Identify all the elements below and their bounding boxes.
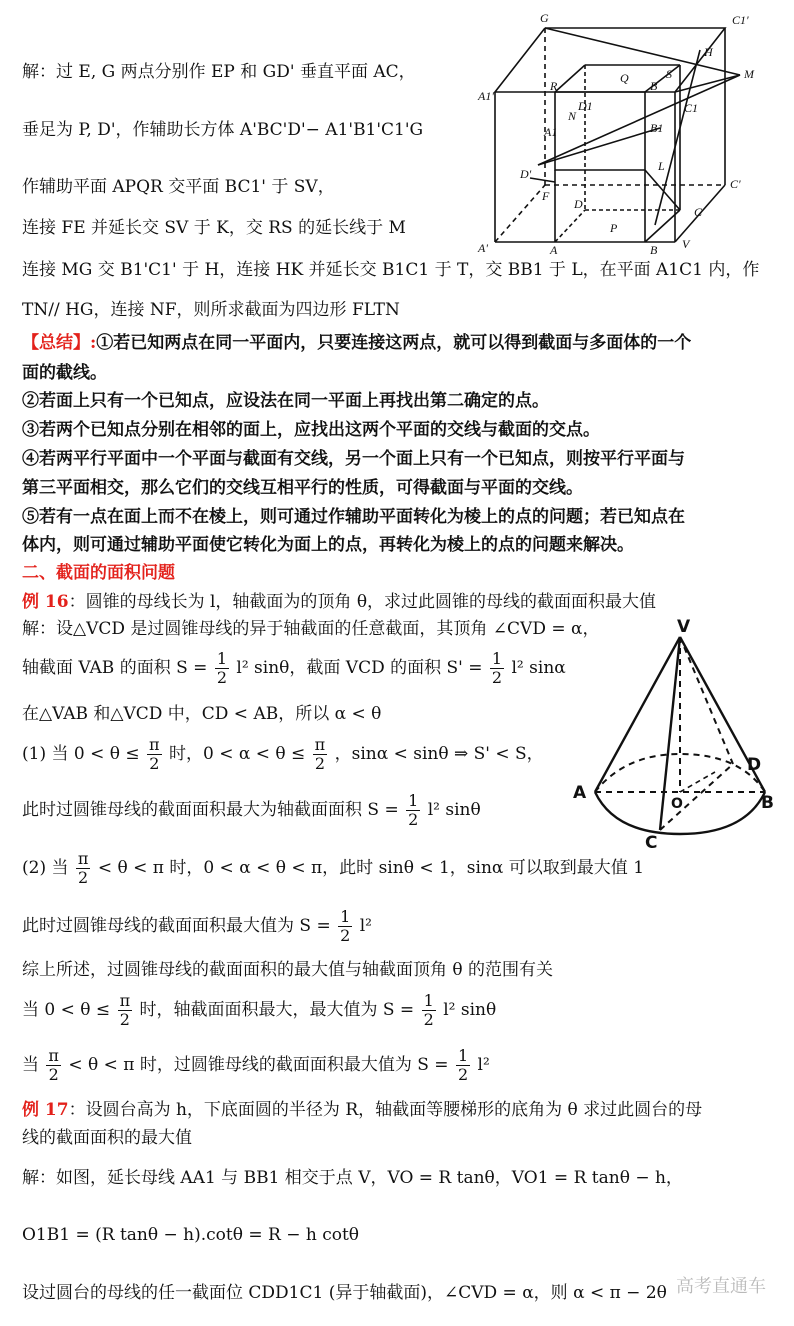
solution-line-6: TN// HG，连接 NF，则所求截面为四边形 FLTN [22,300,400,320]
summary-line-7: ⑤若有一点在面上而不在棱上，则可通过作辅助平面转化为棱上的点的问题；若已知点在 [22,507,685,527]
ex16-line-8: 综上所述，过圆锥母线的截面面积的最大值与轴截面顶角 θ 的范围有关 [22,960,554,980]
label-R: R [550,79,558,93]
solution-line-3: 作辅助平面 APQR 交平面 BC1' 于 SV， [22,177,335,197]
label-N: N [568,109,577,123]
label-cone-O: O [671,796,683,812]
label-A1p: A1' [478,89,494,103]
ex16-tag: 例 16 [22,592,69,612]
label-B1: B1 [650,121,664,135]
cube-figure [470,10,770,255]
label-Q: Q [620,71,629,85]
ex16-line-1: 解：设△VCD 是过圆锥母线的异于轴截面的任意截面，其顶角 ∠CVD = α， [22,619,600,639]
label-H: H [704,45,713,59]
summary-line-6: 第三平面相交，那么它们的交线互相平行的性质，可得截面与平面的交线。 [22,478,583,498]
fraction-pi-half: $\frac{\pi}{2}$ [314,735,326,773]
fraction-half: $\frac{1}{2}$ [340,907,351,945]
cone-figure [565,612,780,852]
summary-tag: 【总结】: [22,333,97,353]
label-P: P [610,221,618,235]
fraction-pi-half: $\frac{\pi}{2}$ [48,1046,59,1084]
label-cone-B: B [761,793,774,813]
fraction-pi-half: $\frac{\pi}{2}$ [149,735,160,773]
fraction-pi-half: $\frac{\pi}{2}$ [77,849,89,887]
label-L: L [658,159,665,173]
label-G: G [540,11,549,25]
solution-line-1: 解：过 E, G 两点分别作 EP 和 GD' 垂直平面 AC， [22,62,416,82]
label-cone-A: A [573,783,587,803]
label-V: V [682,237,690,251]
ex16-line-5: 此时过圆锥母线的截面面积最大为轴截面面积 S = $\frac{1}{2}$ l² sinθ [22,791,481,829]
ex17-question-1: 例 17：设圆台高为 h，下底面圆的半径为 R，轴截面等腰梯形的底角为 θ 求过此圆台的母 [22,1100,703,1120]
summary-line-4: ③若两个已知点分别在相邻的面上，应找出这两个平面的交线与截面的交点。 [22,420,600,440]
label-D: D [574,197,583,211]
ex17-line-2: O1B1 = (R tanθ − h).cotθ = R − h cotθ [22,1225,360,1245]
label-C: C [694,205,703,219]
label-C1p: C1' [732,13,749,27]
label-cone-V: V [677,617,691,637]
fraction-half: $\frac{1}{2}$ [408,791,419,829]
label-D1: D1 [578,99,593,113]
ex16-question: 例 16：圆锥的母线长为 l，轴截面为的顶角 θ，求过此圆锥的母线的截面面积最大值 [22,592,657,612]
solution-line-4: 连接 FE 并延长交 SV 于 K，交 RS 的延长线于 M [22,218,406,238]
ex17-tag: 例 17 [22,1100,69,1120]
fraction-half: $\frac{1}{2}$ [423,991,434,1029]
ex16-line-2: 轴截面 VAB 的面积 S = $\frac{1}{2}$ l² sinθ，截面 VCD 的面积 S' = $\frac{1}{2}$ l² sinα [22,649,566,687]
ex16-line-10: 当 $\frac{\pi}{2}$ < θ < π 时，过圆锥母线的截面面积最大值为 S = $\frac{1}{2}$ l² [22,1046,490,1084]
label-A: A [550,243,558,255]
watermark: 高考直通车 [676,1276,766,1297]
label-F: F [542,189,550,203]
label-Cp: C' [730,177,741,191]
label-B: B [650,79,658,93]
fraction-half: $\frac{1}{2}$ [216,649,227,687]
solution-line-5: 连接 MG 交 B1'C1' 于 H，连接 HK 并延长交 B1C1 于 T，交 BB1 于 L，在平面 A1C1 内，作 [22,260,760,280]
label-C1: C1 [684,101,699,115]
label-S: S [666,67,672,81]
ex17-question-2: 线的截面面积的最大值 [22,1128,192,1148]
summary-line-1: 【总结】:①若已知两点在同一平面内，只要连接这两点，就可以得到截面与多面体的一个 [22,333,692,353]
solution-line-2: 垂足为 P, D'，作辅助长方体 A'BC'D'− A1'B1'C1'G [22,120,424,140]
summary-line-2: 面的截线。 [22,363,107,383]
ex16-line-7: 此时过圆锥母线的截面面积最大值为 S = $\frac{1}{2}$ l² [22,907,372,945]
label-B-bottom: B [650,243,658,255]
label-cone-C: C [645,833,658,852]
ex16-line-6: (2) 当 $\frac{\pi}{2}$ < θ < π 时，0 < α < θ < π，此时 sinθ < 1，sinα 可以取到最大值 1 [22,849,645,887]
fraction-half: $\frac{1}{2}$ [491,649,503,687]
label-Ap: A' [478,241,488,255]
fraction-pi-half: $\frac{\pi}{2}$ [119,991,131,1029]
ex17-line-1: 解：如图，延长母线 AA1 与 BB1 相交于点 V，VO = R tanθ，VO1 = R tanθ − h， [22,1168,683,1188]
label-M: M [744,67,754,81]
ex16-line-9: 当 0 < θ ≤ $\frac{\pi}{2}$ 时，轴截面面积最大，最大值为 S = $\frac{1}{2}$ l² sinθ [22,991,497,1029]
section-2-title: 二、截面的面积问题 [22,563,175,583]
ex17-line-3: 设过圆台的母线的任一截面位 CDD1C1 (异于轴截面)，∠CVD = α，则 α < π − 2θ [22,1283,667,1303]
label-A1: A1 [544,125,558,139]
summary-line-8: 体内，则可通过辅助平面使它转化为面上的点，再转化为棱上的点的问题来解决。 [22,535,634,555]
label-cone-D: D [747,755,762,775]
ex16-line-3: 在△VAB 和△VCD 中，CD < AB，所以 α < θ [22,704,382,724]
summary-line-3: ②若面上只有一个已知点，应设法在同一平面上再找出第二确定的点。 [22,391,549,411]
ex16-line-4: (1) 当 0 < θ ≤ $\frac{\pi}{2}$ 时，0 < α < θ ≤ $\frac{\pi}{2}$ ，sinα < sinθ ⇒ S' < S， [22,735,544,773]
fraction-half: $\frac{1}{2}$ [457,1046,469,1084]
summary-line-5: ④若两平行平面中一个平面与截面有交线，另一个面上只有一个已知点，则按平行平面与 [22,449,685,469]
label-Dp: D' [520,167,532,181]
